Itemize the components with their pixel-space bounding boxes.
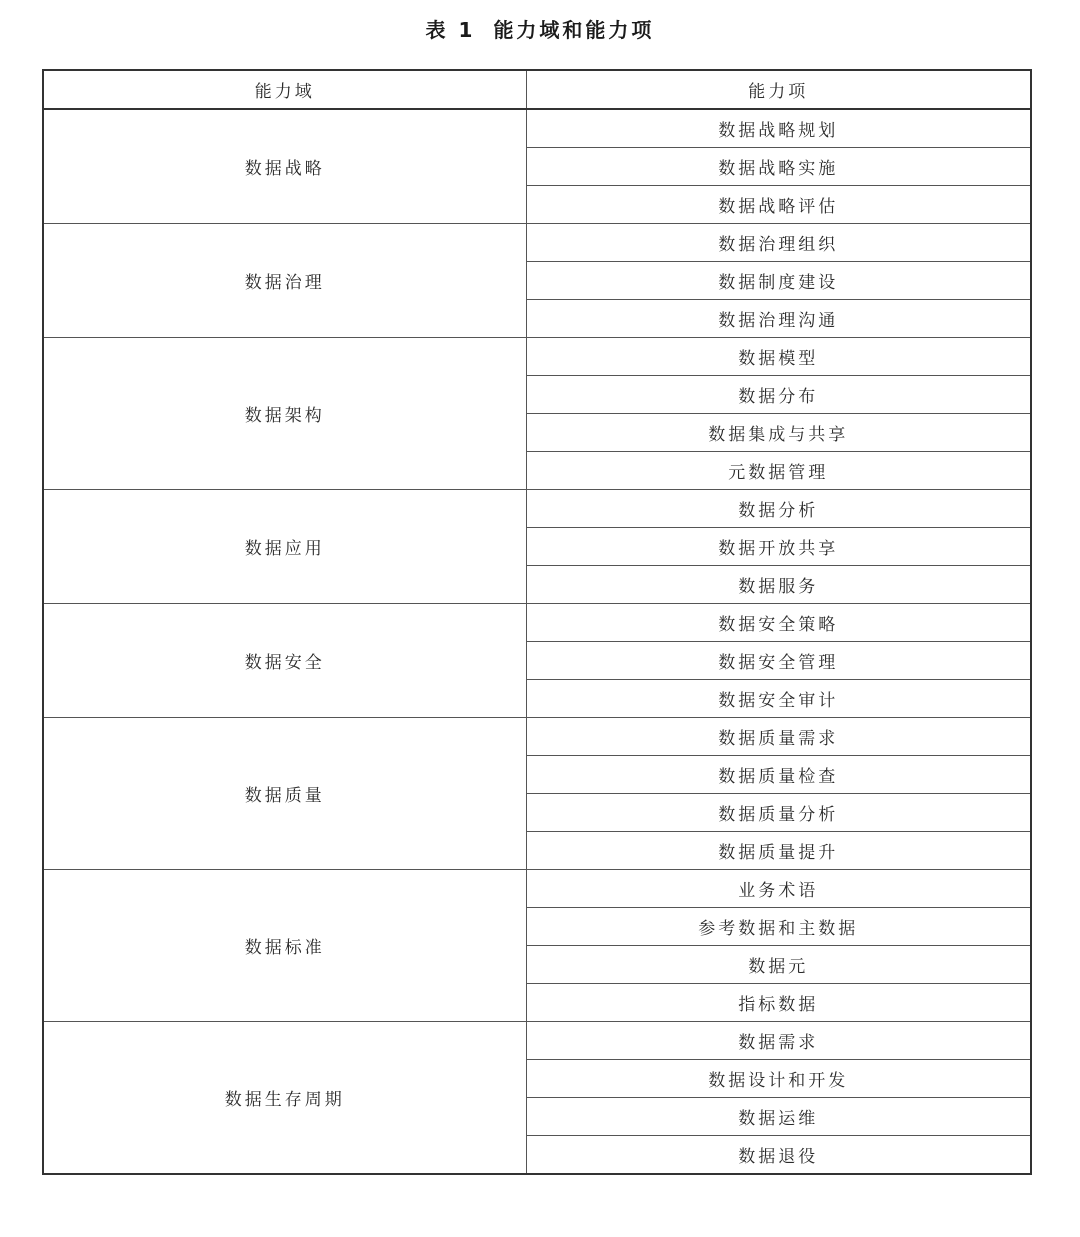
item-cell: 数据开放共享 bbox=[526, 528, 1031, 566]
item-cell: 数据安全策略 bbox=[526, 604, 1031, 642]
domain-cell: 数据应用 bbox=[43, 490, 526, 604]
header-item: 能力项 bbox=[526, 70, 1031, 109]
item-cell: 数据安全审计 bbox=[526, 680, 1031, 718]
table-row bbox=[43, 604, 1031, 642]
domain-cell: 数据战略 bbox=[43, 109, 526, 224]
item-cell: 数据质量需求 bbox=[526, 718, 1031, 756]
item-cell: 数据战略规划 bbox=[526, 109, 1031, 148]
table-row bbox=[43, 1022, 1031, 1060]
item-cell: 数据质量提升 bbox=[526, 832, 1031, 870]
domain-cell: 数据标准 bbox=[43, 870, 526, 1022]
domain-cell: 数据生存周期 bbox=[43, 1022, 526, 1175]
domain-cell: 数据安全 bbox=[43, 604, 526, 718]
item-cell: 元数据管理 bbox=[526, 452, 1031, 490]
header-domain: 能力域 bbox=[43, 70, 526, 109]
item-cell: 业务术语 bbox=[526, 870, 1031, 908]
item-cell: 指标数据 bbox=[526, 984, 1031, 1022]
item-cell: 数据战略评估 bbox=[526, 186, 1031, 224]
item-cell: 数据退役 bbox=[526, 1136, 1031, 1175]
item-cell: 数据服务 bbox=[526, 566, 1031, 604]
item-cell: 数据制度建设 bbox=[526, 262, 1031, 300]
item-cell: 数据分析 bbox=[526, 490, 1031, 528]
item-cell: 数据集成与共享 bbox=[526, 414, 1031, 452]
table-row bbox=[43, 870, 1031, 908]
domain-cell: 数据治理 bbox=[43, 224, 526, 338]
item-cell: 数据质量分析 bbox=[526, 794, 1031, 832]
table-row bbox=[43, 338, 1031, 376]
table-body bbox=[43, 109, 1031, 1174]
item-cell: 数据治理组织 bbox=[526, 224, 1031, 262]
item-cell: 数据分布 bbox=[526, 376, 1031, 414]
item-cell: 数据质量检查 bbox=[526, 756, 1031, 794]
item-cell: 数据治理沟通 bbox=[526, 300, 1031, 338]
table-row bbox=[43, 718, 1031, 756]
item-cell: 数据战略实施 bbox=[526, 148, 1031, 186]
item-cell: 数据需求 bbox=[526, 1022, 1031, 1060]
item-cell: 数据设计和开发 bbox=[526, 1060, 1031, 1098]
item-cell: 数据安全管理 bbox=[526, 642, 1031, 680]
table-caption bbox=[0, 14, 1080, 43]
table-row bbox=[43, 224, 1031, 262]
capability-table bbox=[42, 69, 1032, 1175]
table-title: 能力域和能力项 bbox=[493, 18, 655, 42]
item-cell: 数据元 bbox=[526, 946, 1031, 984]
table-row bbox=[43, 490, 1031, 528]
table-number: 表 1 bbox=[425, 18, 476, 42]
item-cell: 参考数据和主数据 bbox=[526, 908, 1031, 946]
item-cell: 数据模型 bbox=[526, 338, 1031, 376]
domain-cell: 数据质量 bbox=[43, 718, 526, 870]
domain-cell: 数据架构 bbox=[43, 338, 526, 490]
table-row bbox=[43, 109, 1031, 148]
item-cell: 数据运维 bbox=[526, 1098, 1031, 1136]
header-row bbox=[43, 70, 1031, 109]
